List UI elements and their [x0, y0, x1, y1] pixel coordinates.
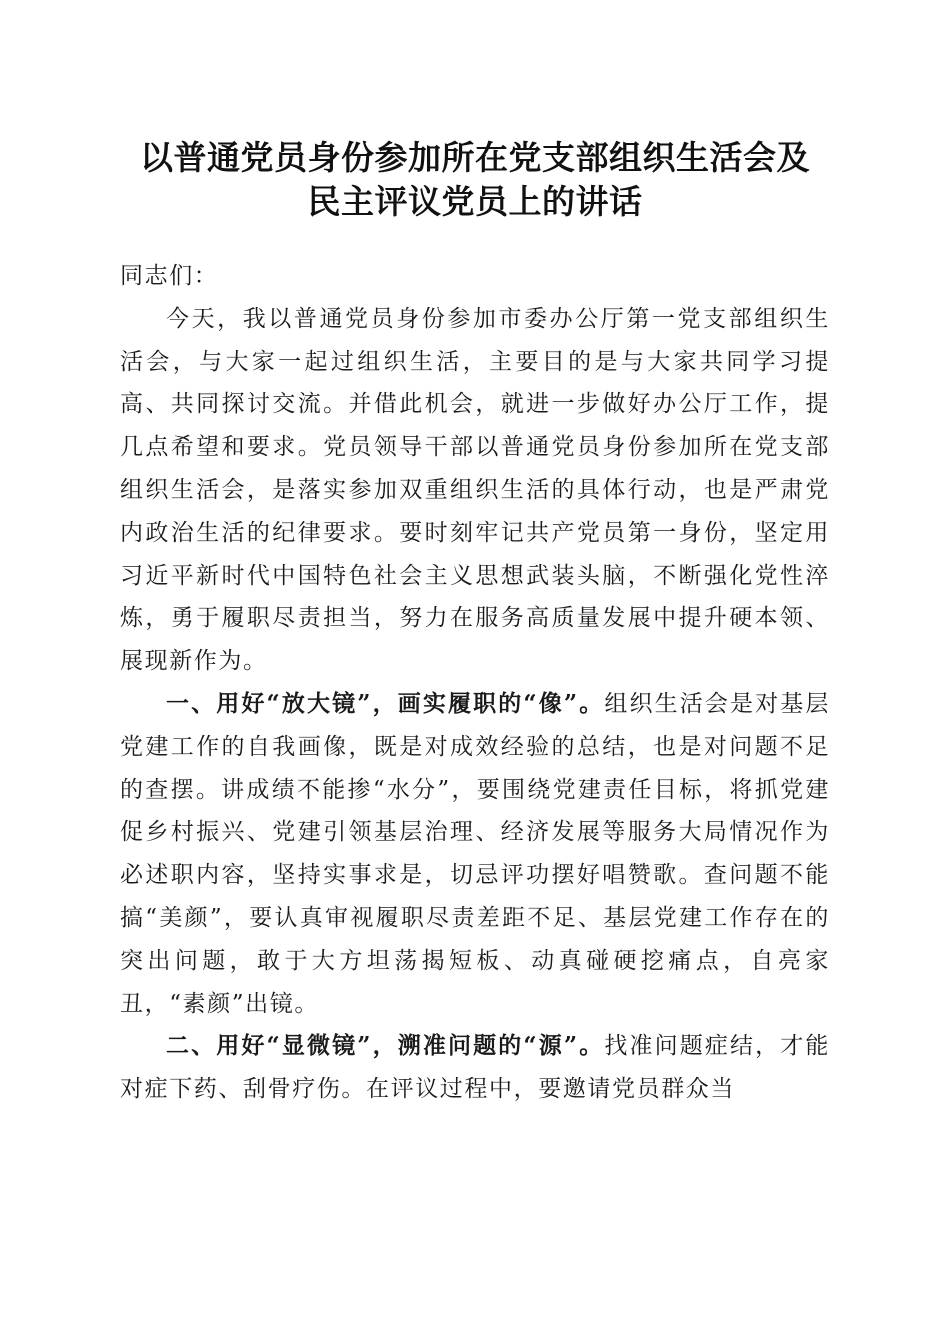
paragraph-point-2: [120, 1025, 830, 1111]
salutation: 同志们：: [120, 263, 219, 289]
document-title-line-1: 以普通党员身份参加所在党支部组织生活会及: [140, 138, 810, 177]
document-body: [120, 252, 830, 1111]
paragraph-point-1-text: 组织生活会是对基层党建工作的自我画像，既是对成效经验的总结，也是对问题不足的查摆。讲成绩不能掺“水分”，要围绕党建责任目标，将抓党建促乡村振兴、党建引领基层治理、经济发展等服务大局情况作为必述职内容，坚持实事求是，切忌评功摆好唱赞歌。查问题不能搞“美颜”，要认真审视履职尽责差距不足、基层党建工作存在的突出问题，敢于大方坦荡揭短板、动真碰硬挖痛点，自亮家丑，“素颜”出镜。: [120, 690, 830, 1017]
paragraph-intro: [120, 298, 830, 683]
paragraph-point-2-heading: 二、用好“显微镜”，溯准问题的“源”。: [166, 1032, 605, 1060]
paragraph-intro-text: 今天，我以普通党员身份参加市委办公厅第一党支部组织生活会，与大家一起过组织生活，主要目的是与大家共同学习提高、共同探讨交流。并借此机会，就进一步做好办公厅工作，提几点希望和要求。党员领导干部以普通党员身份参加所在党支部组织生活会，是落实参加双重组织生活的具体行动，也是严肃党内政治生活的纪律要求。要时刻牢记共产党员第一身份，坚定用习近平新时代中国特色社会主义思想武装头脑，不断强化党性淬炼，勇于履职尽责担当，努力在服务高质量发展中提升硬本领、展现新作为。: [120, 305, 830, 675]
paragraph-point-2-text: 找准问题症结，才能对症下药、刮骨疗伤。在评议过程中，要邀请党员群众当: [120, 1033, 830, 1103]
paragraph-point-1: [120, 683, 830, 1025]
document-title-line-2: 民主评议党员上的讲话: [307, 182, 643, 221]
paragraph-point-1-heading: 一、用好“放大镜”，画实履职的“像”。: [166, 689, 605, 717]
